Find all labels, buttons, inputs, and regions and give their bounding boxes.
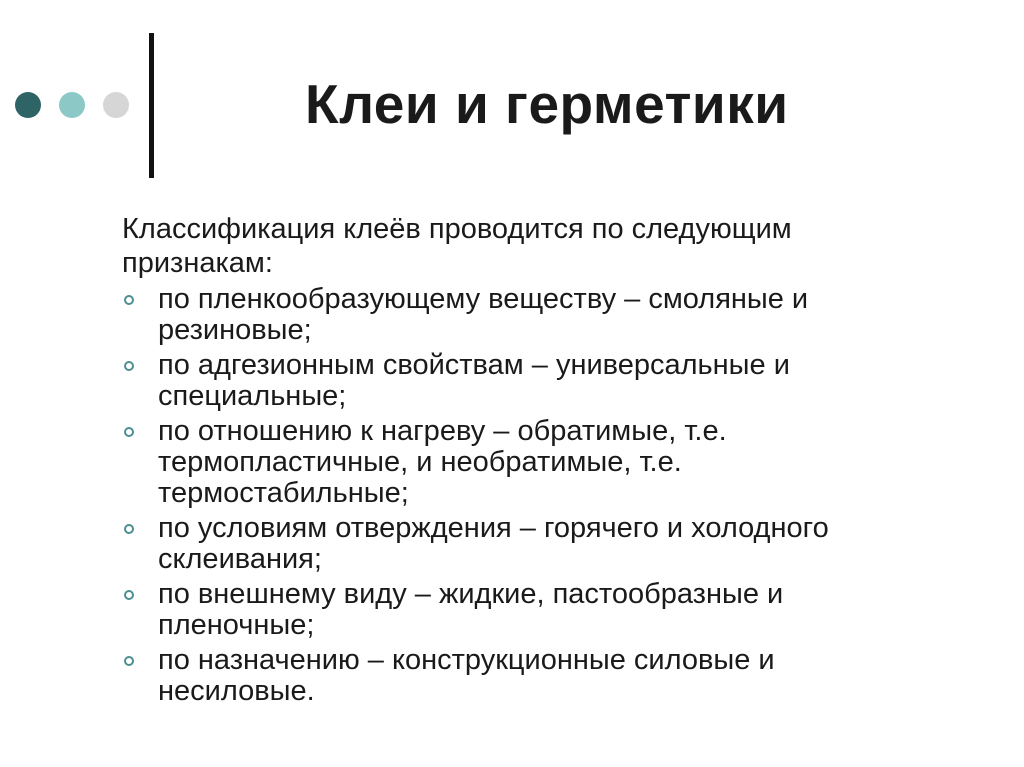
list-item [122,513,902,575]
hollow-circle-icon [124,295,134,305]
list-item [122,579,902,641]
list-item [122,416,902,509]
list-item [122,284,902,346]
intro-text: Классификация клеёв проводится по следующим признакам: [122,213,792,279]
decorative-dot-grey [103,92,129,118]
list-item [122,350,902,412]
list-item-text: по внешнему виду – жидкие, пастообразные и пленочные; [158,578,784,641]
classification-list [122,284,902,711]
hollow-circle-icon [124,524,134,534]
hollow-circle-icon [124,361,134,371]
slide-title: Клеи и герметики [305,73,789,135]
hollow-circle-icon [124,427,134,437]
list-item [122,645,902,707]
list-item-text: по условиям отверждения – горячего и холодного склеивания; [158,512,829,575]
title-divider-line [149,33,154,178]
list-item-text: по отношению к нагреву – обратимые, т.е. термопластичные, и необратимые, т.е. термостабильные; [158,415,727,509]
hollow-circle-icon [124,590,134,600]
decorative-dot-teal [59,92,85,118]
list-item-text: по назначению – конструкционные силовые и несиловые. [158,644,775,707]
hollow-circle-icon [124,656,134,666]
decorative-dot-dark [15,92,41,118]
list-item-text: по пленкообразующему веществу – смоляные и резиновые; [158,283,809,346]
list-item-text: по адгезионным свойствам – универсальные и специальные; [158,349,790,412]
